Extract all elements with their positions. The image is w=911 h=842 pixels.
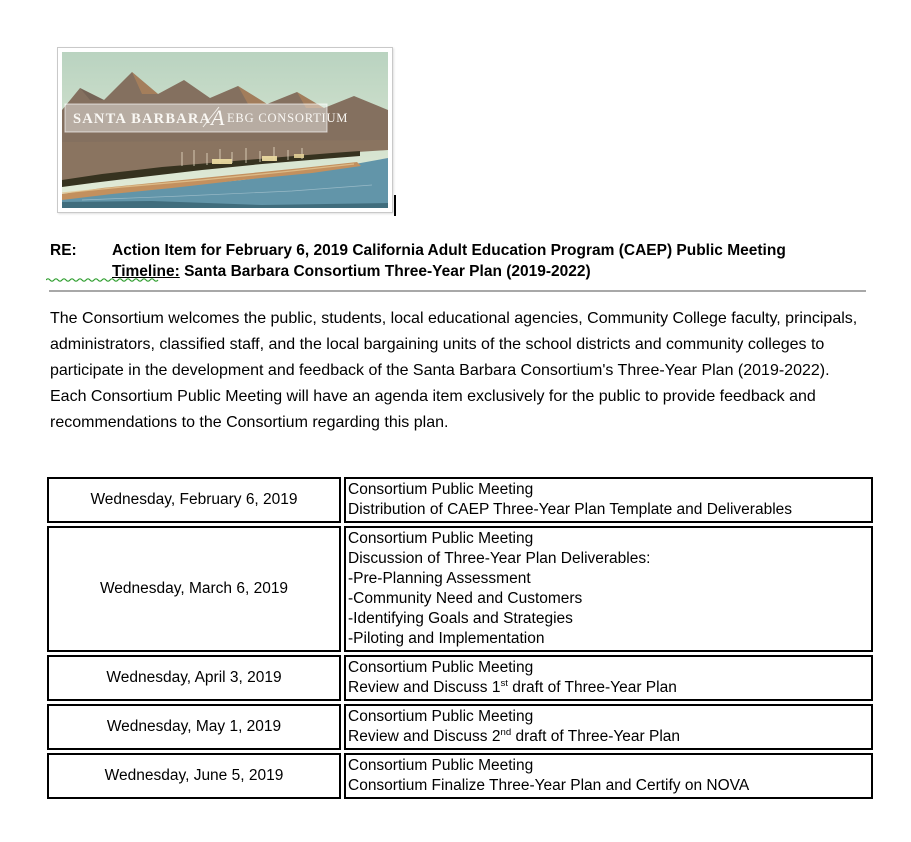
meeting-details-cell bbox=[344, 526, 873, 652]
meeting-details-cell bbox=[344, 477, 873, 523]
banner-title-text: SANTA BARBARA bbox=[73, 111, 212, 127]
memo-subject-block bbox=[50, 240, 866, 282]
details-line: -Pre-Planning Assessment bbox=[348, 570, 531, 587]
details-line: Review and Discuss 1st draft of Three-Year Plan bbox=[348, 677, 677, 696]
details-line: Consortium Finalize Three-Year Plan and Certify on NOVA bbox=[348, 777, 750, 794]
spellcheck-squiggle bbox=[46, 277, 160, 283]
schedule-row bbox=[47, 704, 873, 750]
meeting-details-cell bbox=[344, 753, 873, 799]
subject-line-2-rest: Santa Barbara Consortium Three-Year Plan (2019-2022) bbox=[179, 263, 591, 280]
subject-lines bbox=[112, 240, 866, 282]
meeting-date-cell: Wednesday, April 3, 2019 bbox=[47, 655, 341, 701]
subject-line-1: Action Item for February 6, 2019 California Adult Education Program (CAEP) Public Meeting bbox=[112, 242, 786, 259]
ordinal-suffix: st bbox=[500, 677, 508, 689]
details-line: Consortium Public Meeting bbox=[348, 659, 534, 676]
details-line: Consortium Public Meeting bbox=[348, 481, 534, 498]
photo-buildings bbox=[262, 156, 277, 161]
subject-line-2 bbox=[112, 261, 866, 282]
details-line: -Piloting and Implementation bbox=[348, 630, 545, 647]
meeting-date-cell: Wednesday, March 6, 2019 bbox=[47, 526, 341, 652]
banner-initial-text: A bbox=[211, 105, 225, 130]
meeting-details-cell bbox=[344, 655, 873, 701]
meeting-date-cell: Wednesday, June 5, 2019 bbox=[47, 753, 341, 799]
details-line: -Community Need and Customers bbox=[348, 590, 583, 607]
schedule-table bbox=[44, 474, 876, 802]
details-line: Distribution of CAEP Three-Year Plan Template and Deliverables bbox=[348, 501, 793, 518]
santa-barbara-photo-image bbox=[62, 52, 388, 208]
text-cursor bbox=[394, 195, 396, 216]
photo-buildings bbox=[294, 154, 304, 158]
schedule-row bbox=[47, 655, 873, 701]
details-line: Consortium Public Meeting bbox=[348, 757, 534, 774]
body-paragraph: The Consortium welcomes the public, students, local educational agencies, Community College faculty, principals, administrators, classified staff, and the local bargaining units of the school districts and community colleges to participate in the development and feedback of the Santa Barbara Consortium's Three-Year Plan (2019-2022). Each Consortium Public Meeting will have an agenda item exclusively for the public to provide feedback and recommendations to the Consortium regarding this plan. bbox=[50, 310, 862, 431]
schedule-row bbox=[47, 526, 873, 652]
re-label: RE: bbox=[50, 242, 77, 259]
banner-image-frame bbox=[57, 47, 393, 213]
details-line: Consortium Public Meeting bbox=[348, 708, 534, 725]
banner-subtitle-text: EBG CONSORTIUM bbox=[227, 111, 349, 125]
details-line: Consortium Public Meeting bbox=[348, 530, 534, 547]
details-line: Discussion of Three-Year Plan Deliverables: bbox=[348, 550, 651, 567]
timeline-word: Timeline: bbox=[112, 263, 180, 280]
ordinal-suffix: nd bbox=[500, 726, 512, 738]
schedule-row bbox=[47, 477, 873, 523]
schedule-row bbox=[47, 753, 873, 799]
horizontal-rule bbox=[49, 290, 866, 292]
meeting-date-cell: Wednesday, May 1, 2019 bbox=[47, 704, 341, 750]
details-line: -Identifying Goals and Strategies bbox=[348, 610, 573, 627]
photo-buildings bbox=[212, 159, 232, 164]
schedule-table-body bbox=[47, 477, 873, 799]
details-line: Review and Discuss 2nd draft of Three-Year Plan bbox=[348, 726, 681, 745]
meeting-date-cell: Wednesday, February 6, 2019 bbox=[47, 477, 341, 523]
meeting-details-cell bbox=[344, 704, 873, 750]
